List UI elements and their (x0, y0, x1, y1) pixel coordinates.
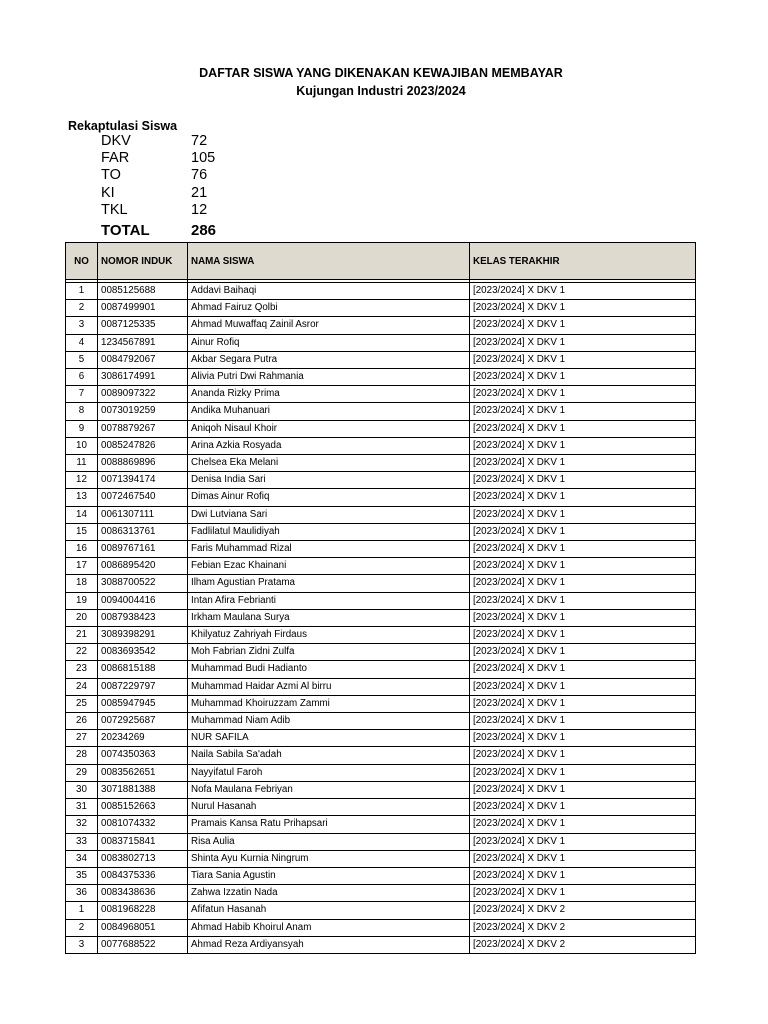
cell-nomor-induk: 0087229797 (98, 678, 188, 695)
recap-title: Rekaptulasi Siswa (68, 119, 178, 133)
cell-nomor-induk: 3088700522 (98, 575, 188, 592)
table-row (66, 713, 696, 730)
cell-kelas-terakhir: [2023/2024] X DKV 1 (470, 317, 696, 334)
cell-nama-siswa: Dwi Lutviana Sari (188, 506, 470, 523)
cell-nomor-induk: 0074350363 (98, 747, 188, 764)
table-row (66, 369, 696, 386)
recap-row (101, 202, 216, 219)
header-nama-siswa: NAMA SISWA (188, 243, 470, 280)
table-row (66, 661, 696, 678)
cell-kelas-terakhir: [2023/2024] X DKV 1 (470, 386, 696, 403)
cell-no: 22 (66, 644, 98, 661)
table-body (66, 280, 696, 954)
cell-nama-siswa: Denisa India Sari (188, 472, 470, 489)
cell-nomor-induk: 0087125335 (98, 317, 188, 334)
table-row (66, 609, 696, 626)
cell-no: 19 (66, 592, 98, 609)
table-row (66, 695, 696, 712)
cell-kelas-terakhir: [2023/2024] X DKV 1 (470, 695, 696, 712)
cell-nomor-induk: 0081968228 (98, 902, 188, 919)
cell-no: 3 (66, 936, 98, 953)
cell-nomor-induk: 0085947945 (98, 695, 188, 712)
cell-nama-siswa: Aniqoh Nisaul Khoir (188, 420, 470, 437)
cell-no: 27 (66, 730, 98, 747)
cell-nama-siswa: Shinta Ayu Kurnia Ningrum (188, 850, 470, 867)
cell-no: 11 (66, 455, 98, 472)
cell-no: 36 (66, 885, 98, 902)
cell-nama-siswa: Alivia Putri Dwi Rahmania (188, 369, 470, 386)
cell-nama-siswa: Risa Aulia (188, 833, 470, 850)
cell-nomor-induk: 0086895420 (98, 558, 188, 575)
table-row (66, 283, 696, 300)
cell-no: 26 (66, 713, 98, 730)
recap-row (101, 185, 216, 202)
cell-kelas-terakhir: [2023/2024] X DKV 1 (470, 764, 696, 781)
cell-nama-siswa: Andika Muhanuari (188, 403, 470, 420)
cell-nomor-induk: 0072925687 (98, 713, 188, 730)
table-row (66, 833, 696, 850)
table-row (66, 902, 696, 919)
cell-nomor-induk: 0088869896 (98, 455, 188, 472)
cell-nama-siswa: Zahwa Izzatin Nada (188, 885, 470, 902)
cell-kelas-terakhir: [2023/2024] X DKV 1 (470, 885, 696, 902)
cell-no: 1 (66, 902, 98, 919)
table-row (66, 317, 696, 334)
cell-nama-siswa: Muhammad Niam Adib (188, 713, 470, 730)
cell-no: 24 (66, 678, 98, 695)
table-row (66, 627, 696, 644)
recap-row (101, 133, 216, 150)
cell-nama-siswa: Naila Sabila Sa'adah (188, 747, 470, 764)
cell-nama-siswa: Nofa Maulana Febriyan (188, 781, 470, 798)
cell-nama-siswa: Tiara Sania Agustin (188, 867, 470, 884)
recap-total-value: 286 (191, 221, 217, 239)
cell-kelas-terakhir: [2023/2024] X DKV 1 (470, 575, 696, 592)
cell-nomor-induk: 0085152663 (98, 799, 188, 816)
cell-no: 18 (66, 575, 98, 592)
student-table (65, 242, 696, 954)
cell-nama-siswa: NUR SAFILA (188, 730, 470, 747)
recap-value: 76 (191, 167, 208, 184)
header-kelas-terakhir: KELAS TERAKHIR (470, 243, 696, 280)
cell-nama-siswa: Ahmad Reza Ardiyansyah (188, 936, 470, 953)
header-no: NO (66, 243, 98, 280)
cell-nama-siswa: Muhammad Khoiruzzam Zammi (188, 695, 470, 712)
cell-nomor-induk: 0084375336 (98, 867, 188, 884)
table-row (66, 678, 696, 695)
cell-nomor-induk: 0085247826 (98, 437, 188, 454)
cell-nama-siswa: Afifatun Hasanah (188, 902, 470, 919)
cell-kelas-terakhir: [2023/2024] X DKV 1 (470, 455, 696, 472)
cell-kelas-terakhir: [2023/2024] X DKV 1 (470, 541, 696, 558)
table-row (66, 816, 696, 833)
cell-no: 31 (66, 799, 98, 816)
table-row (66, 334, 696, 351)
cell-nama-siswa: Nayyifatul Faroh (188, 764, 470, 781)
recap-total-label: TOTAL (101, 221, 150, 239)
recap-value: 105 (191, 150, 216, 167)
cell-nama-siswa: Ahmad Fairuz Qolbi (188, 300, 470, 317)
cell-nama-siswa: Moh Fabrian Zidni Zulfa (188, 644, 470, 661)
table-row (66, 575, 696, 592)
cell-nama-siswa: Nurul Hasanah (188, 799, 470, 816)
cell-no: 3 (66, 317, 98, 334)
recap-label: FAR (101, 150, 130, 167)
cell-kelas-terakhir: [2023/2024] X DKV 1 (470, 867, 696, 884)
cell-kelas-terakhir: [2023/2024] X DKV 1 (470, 713, 696, 730)
cell-kelas-terakhir: [2023/2024] X DKV 1 (470, 781, 696, 798)
cell-nomor-induk: 0089767161 (98, 541, 188, 558)
cell-kelas-terakhir: [2023/2024] X DKV 1 (470, 283, 696, 300)
cell-nama-siswa: Chelsea Eka Melani (188, 455, 470, 472)
cell-nomor-induk: 0083438636 (98, 885, 188, 902)
recap-items (101, 133, 216, 219)
recap-value: 21 (191, 184, 208, 201)
recap-value: 12 (191, 201, 208, 218)
table-row (66, 300, 696, 317)
cell-kelas-terakhir: [2023/2024] X DKV 1 (470, 644, 696, 661)
table-row (66, 506, 696, 523)
cell-nomor-induk: 0081074332 (98, 816, 188, 833)
table-row (66, 781, 696, 798)
recap-label: TO (101, 167, 121, 184)
cell-nomor-induk: 0084792067 (98, 351, 188, 368)
cell-nomor-induk: 0083693542 (98, 644, 188, 661)
cell-kelas-terakhir: [2023/2024] X DKV 1 (470, 833, 696, 850)
cell-no: 1 (66, 283, 98, 300)
table-row (66, 472, 696, 489)
cell-no: 21 (66, 627, 98, 644)
cell-no: 13 (66, 489, 98, 506)
cell-kelas-terakhir: [2023/2024] X DKV 2 (470, 919, 696, 936)
cell-nomor-induk: 0085125688 (98, 283, 188, 300)
cell-no: 15 (66, 523, 98, 540)
cell-no: 8 (66, 403, 98, 420)
table-row (66, 747, 696, 764)
cell-no: 5 (66, 351, 98, 368)
table-row (66, 730, 696, 747)
cell-no: 32 (66, 816, 98, 833)
recap-value: 72 (191, 133, 208, 149)
cell-kelas-terakhir: [2023/2024] X DKV 1 (470, 523, 696, 540)
cell-no: 20 (66, 609, 98, 626)
cell-nama-siswa: Fadlilatul Maulidiyah (188, 523, 470, 540)
cell-nama-siswa: Ananda Rizky Prima (188, 386, 470, 403)
cell-no: 33 (66, 833, 98, 850)
cell-kelas-terakhir: [2023/2024] X DKV 1 (470, 816, 696, 833)
cell-nomor-induk: 0084968051 (98, 919, 188, 936)
cell-kelas-terakhir: [2023/2024] X DKV 2 (470, 902, 696, 919)
table-row (66, 541, 696, 558)
cell-kelas-terakhir: [2023/2024] X DKV 1 (470, 420, 696, 437)
cell-nama-siswa: Faris Muhammad Rizal (188, 541, 470, 558)
table-header-row (66, 243, 696, 280)
cell-no: 9 (66, 420, 98, 437)
table-row (66, 403, 696, 420)
recap-label: TKL (101, 201, 128, 218)
cell-nama-siswa: Muhammad Budi Hadianto (188, 661, 470, 678)
cell-nomor-induk: 0094004416 (98, 592, 188, 609)
cell-nama-siswa: Dimas Ainur Rofiq (188, 489, 470, 506)
recap-row (101, 167, 216, 184)
cell-kelas-terakhir: [2023/2024] X DKV 1 (470, 747, 696, 764)
cell-nama-siswa: Muhammad Haidar Azmi Al birru (188, 678, 470, 695)
cell-nomor-induk: 0072467540 (98, 489, 188, 506)
table-row (66, 386, 696, 403)
cell-nama-siswa: Addavi Baihaqi (188, 283, 470, 300)
cell-nama-siswa: Ahmad Muwaffaq Zainil Asror (188, 317, 470, 334)
cell-no: 6 (66, 369, 98, 386)
cell-no: 29 (66, 764, 98, 781)
cell-nama-siswa: Arina Azkia Rosyada (188, 437, 470, 454)
cell-no: 10 (66, 437, 98, 454)
cell-nomor-induk: 3071881388 (98, 781, 188, 798)
table-row (66, 799, 696, 816)
recap-label: KI (101, 184, 115, 201)
recap-row (101, 150, 216, 167)
cell-kelas-terakhir: [2023/2024] X DKV 1 (470, 369, 696, 386)
table-row (66, 351, 696, 368)
table-row (66, 850, 696, 867)
table-row (66, 455, 696, 472)
cell-no: 2 (66, 919, 98, 936)
cell-kelas-terakhir: [2023/2024] X DKV 1 (470, 730, 696, 747)
cell-nomor-induk: 0071394174 (98, 472, 188, 489)
cell-nomor-induk: 0073019259 (98, 403, 188, 420)
table-row (66, 885, 696, 902)
cell-nama-siswa: Ilham Agustian Pratama (188, 575, 470, 592)
cell-no: 23 (66, 661, 98, 678)
cell-no: 34 (66, 850, 98, 867)
cell-kelas-terakhir: [2023/2024] X DKV 1 (470, 489, 696, 506)
cell-nomor-induk: 0083802713 (98, 850, 188, 867)
cell-kelas-terakhir: [2023/2024] X DKV 1 (470, 609, 696, 626)
table-row (66, 764, 696, 781)
cell-nama-siswa: Ahmad Habib Khoirul Anam (188, 919, 470, 936)
table-row (66, 489, 696, 506)
cell-kelas-terakhir: [2023/2024] X DKV 1 (470, 678, 696, 695)
cell-kelas-terakhir: [2023/2024] X DKV 1 (470, 351, 696, 368)
cell-nomor-induk: 20234269 (98, 730, 188, 747)
table-row (66, 919, 696, 936)
table-row (66, 420, 696, 437)
cell-nama-siswa: Febian Ezac Khainani (188, 558, 470, 575)
recap-label: DKV (101, 133, 131, 149)
cell-kelas-terakhir: [2023/2024] X DKV 1 (470, 300, 696, 317)
cell-kelas-terakhir: [2023/2024] X DKV 1 (470, 850, 696, 867)
cell-nomor-induk: 0086815188 (98, 661, 188, 678)
cell-no: 12 (66, 472, 98, 489)
cell-nomor-induk: 0089097322 (98, 386, 188, 403)
cell-no: 28 (66, 747, 98, 764)
cell-kelas-terakhir: [2023/2024] X DKV 1 (470, 592, 696, 609)
cell-no: 2 (66, 300, 98, 317)
recap-summary (101, 133, 216, 240)
cell-nomor-induk: 0086313761 (98, 523, 188, 540)
table-row (66, 558, 696, 575)
cell-nomor-induk: 0077688522 (98, 936, 188, 953)
cell-nama-siswa: Irkham Maulana Surya (188, 609, 470, 626)
cell-nama-siswa: Pramais Kansa Ratu Prihapsari (188, 816, 470, 833)
cell-nomor-induk: 3089398291 (98, 627, 188, 644)
cell-nomor-induk: 0087938423 (98, 609, 188, 626)
cell-kelas-terakhir: [2023/2024] X DKV 1 (470, 506, 696, 523)
table-row (66, 644, 696, 661)
cell-no: 25 (66, 695, 98, 712)
header-nomor-induk: NOMOR INDUK (98, 243, 188, 280)
cell-kelas-terakhir: [2023/2024] X DKV 1 (470, 558, 696, 575)
cell-kelas-terakhir: [2023/2024] X DKV 1 (470, 437, 696, 454)
recap-total-row (101, 222, 216, 240)
cell-no: 14 (66, 506, 98, 523)
cell-no: 35 (66, 867, 98, 884)
cell-kelas-terakhir: [2023/2024] X DKV 1 (470, 403, 696, 420)
cell-nomor-induk: 1234567891 (98, 334, 188, 351)
table-row (66, 523, 696, 540)
cell-kelas-terakhir: [2023/2024] X DKV 1 (470, 334, 696, 351)
cell-nama-siswa: Khilyatuz Zahriyah Firdaus (188, 627, 470, 644)
cell-no: 16 (66, 541, 98, 558)
table-row (66, 936, 696, 953)
cell-no: 4 (66, 334, 98, 351)
cell-nomor-induk: 3086174991 (98, 369, 188, 386)
cell-kelas-terakhir: [2023/2024] X DKV 2 (470, 936, 696, 953)
cell-nomor-induk: 0087499901 (98, 300, 188, 317)
cell-kelas-terakhir: [2023/2024] X DKV 1 (470, 627, 696, 644)
table-row (66, 592, 696, 609)
cell-nomor-induk: 0083715841 (98, 833, 188, 850)
cell-nomor-induk: 0078879267 (98, 420, 188, 437)
cell-nomor-induk: 0061307111 (98, 506, 188, 523)
cell-no: 17 (66, 558, 98, 575)
cell-no: 7 (66, 386, 98, 403)
cell-no: 30 (66, 781, 98, 798)
document-subtitle: Kujungan Industri 2023/2024 (296, 84, 466, 98)
cell-nama-siswa: Ainur Rofiq (188, 334, 470, 351)
cell-nama-siswa: Akbar Segara Putra (188, 351, 470, 368)
table-row (66, 437, 696, 454)
cell-kelas-terakhir: [2023/2024] X DKV 1 (470, 661, 696, 678)
cell-kelas-terakhir: [2023/2024] X DKV 1 (470, 472, 696, 489)
cell-kelas-terakhir: [2023/2024] X DKV 1 (470, 799, 696, 816)
cell-nomor-induk: 0083562651 (98, 764, 188, 781)
cell-nama-siswa: Intan Afira Febrianti (188, 592, 470, 609)
document-title: DAFTAR SISWA YANG DIKENAKAN KEWAJIBAN MEMBAYAR (199, 66, 563, 80)
table-row (66, 867, 696, 884)
